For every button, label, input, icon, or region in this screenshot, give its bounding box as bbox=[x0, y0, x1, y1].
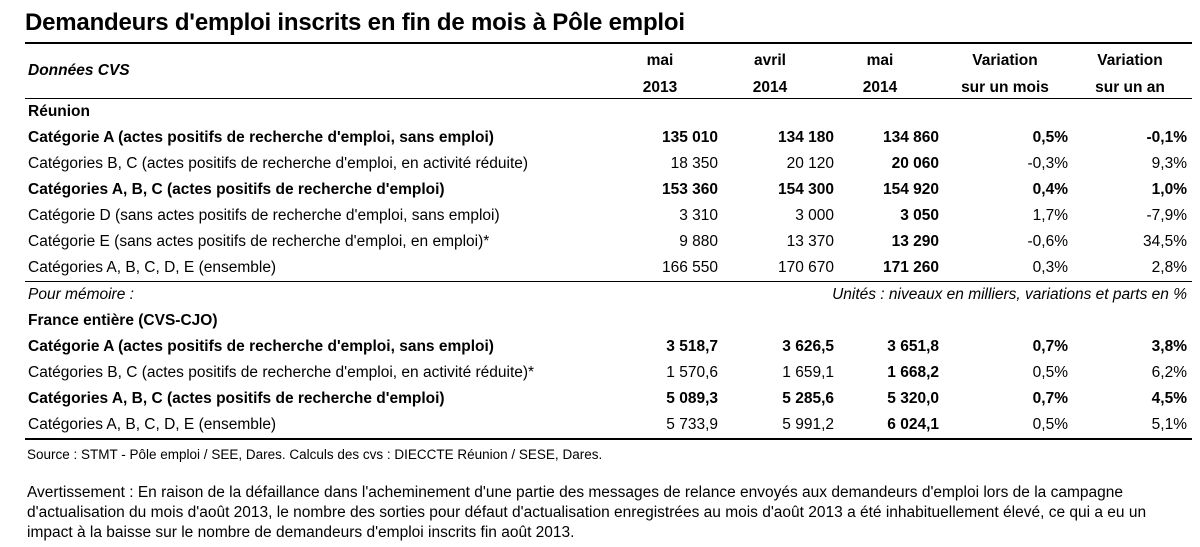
col-header-avril-2014: avril 2014 bbox=[752, 52, 788, 96]
col-header-mai-2013: mai 2013 bbox=[642, 52, 678, 96]
section-heading-france: France entière (CVS-CJO) bbox=[28, 312, 218, 329]
table-bottom-rule bbox=[25, 438, 1192, 440]
units-note: Unités : niveaux en milliers, variations et parts en % bbox=[832, 286, 1187, 303]
data-table bbox=[25, 42, 1192, 440]
header-label: Données CVS bbox=[28, 62, 130, 79]
section-heading-reunion: Réunion bbox=[28, 103, 90, 120]
col-header-mai-2014: mai 2014 bbox=[862, 52, 898, 96]
table-row: Catégories A, B, C, D, E (ensemble) 166 550 170 670 171 260 0,3% 2,8% bbox=[28, 259, 1187, 276]
table-row: Catégories A, B, C (actes positifs de recherche d'emploi) 5 089,3 5 285,6 5 320,0 0,7% 4,5% bbox=[28, 390, 1187, 407]
table-row: Catégories A, B, C (actes positifs de recherche d'emploi) 153 360 154 300 154 920 0,4% 1,0% bbox=[28, 181, 1187, 198]
table-row: Catégorie A (actes positifs de recherche d'emploi, sans emploi) 3 518,7 3 626,5 3 651,8 0,7% 3,8% bbox=[28, 338, 1187, 355]
page-title: Demandeurs d'emploi inscrits en fin de mois à Pôle emploi bbox=[25, 9, 685, 36]
table-row: Catégorie D (sans actes positifs de recherche d'emploi, sans emploi) 3 310 3 000 3 050 1,7% -7,9% bbox=[28, 207, 1187, 224]
memo-row bbox=[25, 282, 1192, 308]
col-header-variation-an: Variation sur un an bbox=[1095, 52, 1165, 96]
table-row: Catégorie E (sans actes positifs de recherche d'emploi, en emploi)* 9 880 13 370 13 290 -0,6% 34,5% bbox=[28, 233, 1187, 250]
table-row: Catégories A, B, C, D, E (ensemble) 5 733,9 5 991,2 6 024,1 0,5% 5,1% bbox=[28, 416, 1187, 433]
table-header bbox=[25, 44, 1192, 98]
warning-note: Avertissement : En raison de la défaillance dans l'acheminement d'une partie des messages de relance envoyés aux demandeurs d'emploi lors de la campagne d'actualisation du mois d'août 2013, le nombre des sorties pour défaut d'actualisation enregistrées au mois d'août 2013 a été inhabituellement élevé, ce qui a eu un impact à la baisse sur le nombre de demandeurs d'emploi inscrits fin août 2013. bbox=[27, 484, 1147, 541]
col-header-variation-mois: Variation sur un mois bbox=[961, 52, 1049, 96]
table-row: Catégories B, C (actes positifs de recherche d'emploi, en activité réduite) 18 350 20 120 20 060 -0,3% 9,3% bbox=[28, 155, 1187, 172]
memo-label: Pour mémoire : bbox=[28, 286, 134, 303]
table-row: Catégories B, C (actes positifs de recherche d'emploi, en activité réduite)* 1 570,6 1 659,1 1 668,2 0,5% 6,2% bbox=[28, 364, 1187, 381]
table-row: Catégorie A (actes positifs de recherche d'emploi, sans emploi) 135 010 134 180 134 860 0,5% -0,1% bbox=[28, 129, 1187, 146]
source-note: Source : STMT - Pôle emploi / SEE, Dares. Calculs des cvs : DIECCTE Réunion / SESE, Dares. bbox=[27, 447, 603, 462]
